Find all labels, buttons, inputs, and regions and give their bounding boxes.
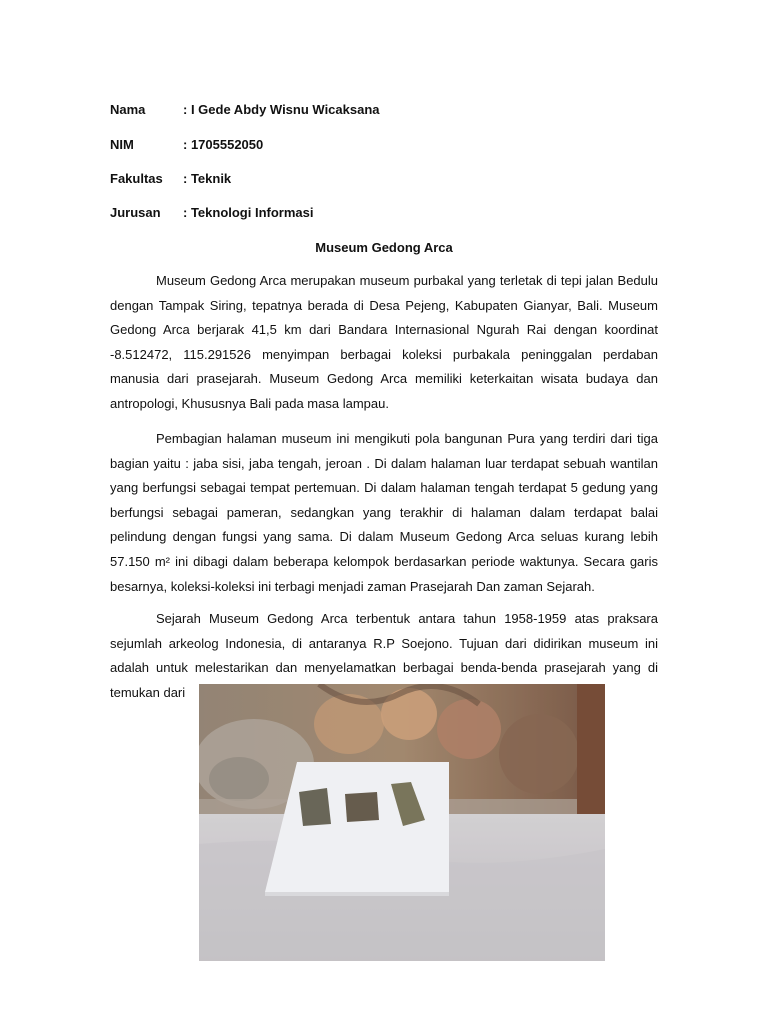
identity-label: Nama <box>110 102 146 117</box>
identity-label: Fakultas <box>110 171 163 186</box>
identity-row-faculty <box>110 170 231 188</box>
paragraph-3: Sejarah Museum Gedong Arca terbentuk antara tahun 1958-1959 atas praksara sejumlah arkeolog Indonesia, di antaranya R.P Soejono. Tujuan dari didirikan museum ini adalah untuk melestarikan dan menyelamatkan berbagai benda-benda prasejarah yang di temukan dari <box>110 611 658 700</box>
identity-row-nim <box>110 136 263 154</box>
paragraph-1: Museum Gedong Arca merupakan museum purbakal yang terletak di tepi jalan Bedulu dengan Tampak Siring, tepatnya berada di Desa Pejeng, Kabupaten Gianyar, Bali. Museum Gedong Arca berjarak 41,5 km dari Bandara Internasional Ngurah Rai dengan koordinat -8.512472, 115.291526 menyimpan berbagai koleksi purbakala peninggalan perdaban manusia dari prasejarah. Museum Gedong Arca memiliki keterkaitan wisata budaya dan antropologi, Khususnya Bali pada masa lampau. <box>110 273 658 411</box>
identity-label: Jurusan <box>110 205 161 220</box>
identity-value: : Teknik <box>183 171 232 186</box>
identity-value: : 1705552050 <box>183 137 264 152</box>
identity-value: : I Gede Abdy Wisnu Wicaksana <box>183 102 380 117</box>
paragraph-2: Pembagian halaman museum ini mengikuti pola bangunan Pura yang terdiri dari tiga bagian yaitu : jaba sisi, jaba tengah, jeroan . Di dalam halaman luar terdapat sebuah wantilan yang berfungsi sebagai tempat pertemuan. Di dalam halaman tengah terdapat 5 gedung yang berfungsi sebagai pameran, sedangkan yang terakhir di halaman dalam terdapat balai pelindung dengan fungsi yang sama. Di dalam Museum Gedong Arca seluas kurang lebih 57.150 m² ini dibagi dalam beberapa kelompok berdasarkan periode waktunya. Secara garis besarnya, koleksi-koleksi ini terbagi menjadi zaman Prasejarah Dan zaman Sejarah. <box>110 431 658 594</box>
museum-artifact-photo <box>199 684 605 961</box>
identity-row-department <box>110 204 314 222</box>
identity-value: : Teknologi Informasi <box>183 205 314 220</box>
identity-row-name <box>110 101 380 119</box>
document-title: Museum Gedong Arca <box>315 240 453 255</box>
identity-label: NIM <box>110 137 134 152</box>
